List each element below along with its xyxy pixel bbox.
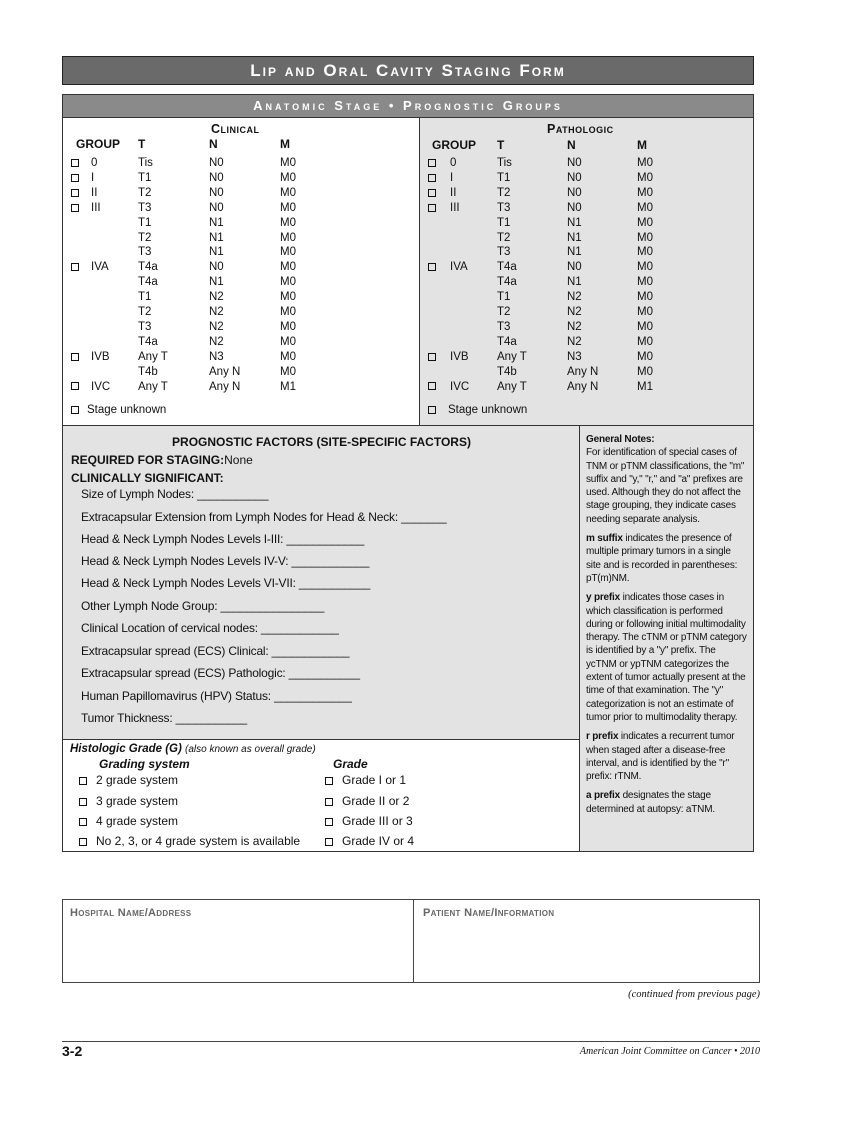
clinical-stage-row[interactable] xyxy=(63,350,403,365)
pathologic-n-cell: N3 xyxy=(567,350,582,363)
clinical-group-cell: IVB xyxy=(91,350,110,363)
clinical-t-cell: T2 xyxy=(138,186,152,199)
clinical-stage-row xyxy=(63,275,403,290)
clinical-t-cell: Tis xyxy=(138,157,153,169)
prognostic-factor-item[interactable]: Head & Neck Lymph Nodes Levels IV-V: ____________ xyxy=(81,554,370,568)
notes-heading: General Notes: xyxy=(586,434,655,445)
clinical-stage-row[interactable] xyxy=(63,171,403,186)
clinical-n-cell: Any N xyxy=(209,365,241,378)
prognostic-factors-panel xyxy=(62,426,579,740)
pathologic-n-cell: N1 xyxy=(567,276,582,289)
stage-groups-panel xyxy=(62,118,754,426)
clinical-t-cell: T1 xyxy=(138,291,152,304)
grading-system-option[interactable] xyxy=(79,794,178,808)
page-number: 3-2 xyxy=(62,1043,83,1059)
clinical-group-header: GROUP xyxy=(76,137,121,151)
histologic-grade-panel xyxy=(62,740,579,852)
clinical-group-cell: 0 xyxy=(91,157,98,169)
prognostic-factor-item[interactable]: Head & Neck Lymph Nodes Levels VI-VII: ___________ xyxy=(81,576,371,590)
checkbox[interactable] xyxy=(325,818,333,826)
pathologic-stage-row xyxy=(420,245,760,260)
pathologic-n-cell: Any N xyxy=(567,365,599,378)
clinical-t-cell: T3 xyxy=(138,246,152,259)
clinical-t-cell: T4b xyxy=(138,365,158,378)
histologic-title: Histologic Grade (G) xyxy=(70,743,182,755)
clinical-n-cell: N2 xyxy=(209,335,224,348)
pathologic-group-cell: III xyxy=(450,201,460,214)
checkbox[interactable] xyxy=(71,353,79,361)
pathologic-t-cell: Any T xyxy=(497,350,527,363)
grade-option[interactable] xyxy=(325,834,414,848)
checkbox[interactable] xyxy=(428,263,436,271)
pathologic-n-cell: N1 xyxy=(567,246,582,259)
histologic-title-note: (also known as overall grade) xyxy=(185,744,316,755)
m-suffix-label: m suffix xyxy=(586,533,623,545)
prognostic-factors-title: PROGNOSTIC FACTORS (SITE-SPECIFIC FACTORS) xyxy=(172,435,471,449)
clinical-m-cell: M0 xyxy=(280,365,296,378)
pathologic-n-cell: Any N xyxy=(567,380,599,393)
pathologic-group-cell: IVB xyxy=(450,350,469,363)
pathologic-group-cell: IVC xyxy=(450,380,470,393)
pathologic-m-header: M xyxy=(637,138,647,152)
clinical-m-cell: M1 xyxy=(280,380,296,393)
significant-label: CLINICALLY SIGNIFICANT: xyxy=(71,471,224,485)
checkbox[interactable] xyxy=(71,189,79,197)
pathologic-m-cell: M0 xyxy=(637,246,653,259)
pathologic-stage-row xyxy=(420,305,760,320)
clinical-stage-row[interactable] xyxy=(63,156,403,171)
clinical-t-cell: T4a xyxy=(138,276,158,289)
notes-intro: For identification of special cases of TNM or pTNM classifications, the "m" suffix and "y," "r," and "a" prefixes are used. Although they do not affect the stage grouping, they indicate cases needing separate analysis. xyxy=(586,447,745,525)
option-label: 4 grade system xyxy=(96,814,179,828)
pathologic-stage-row[interactable] xyxy=(420,186,760,201)
m-suffix-text: indicates the presence of multiple primary tumors in a single site and is recorded in parentheses: pT(m)NM. xyxy=(586,533,738,584)
clinical-t-cell: T1 xyxy=(138,216,152,229)
footer-divider xyxy=(62,1041,760,1042)
prognostic-factor-item[interactable]: Clinical Location of cervical nodes: ____________ xyxy=(81,621,339,635)
pathologic-m-cell: M0 xyxy=(637,261,653,274)
a-prefix-text: designates the stage determined at autopsy: aTNM. xyxy=(586,790,715,815)
clinical-n-cell: N2 xyxy=(209,320,224,333)
pathologic-m-cell: M0 xyxy=(637,335,653,348)
clinical-m-cell: M0 xyxy=(280,320,296,333)
pathologic-n-cell: N0 xyxy=(567,157,582,169)
clinical-stage-unknown[interactable] xyxy=(71,403,411,418)
pathologic-t-cell: T4a xyxy=(497,276,517,289)
pathologic-stage-row[interactable] xyxy=(420,171,760,186)
pathologic-n-cell: N2 xyxy=(567,306,582,318)
pathologic-stage-row[interactable] xyxy=(420,156,760,171)
clinical-stage-row xyxy=(63,335,403,350)
clinical-title: Clinical xyxy=(211,122,260,136)
pathologic-group-cell: II xyxy=(450,186,457,199)
clinical-stage-row[interactable] xyxy=(63,260,403,275)
clinical-m-cell: M0 xyxy=(280,306,296,318)
pathologic-group-cell: I xyxy=(450,171,454,184)
required-value: None xyxy=(224,453,253,467)
checkbox[interactable] xyxy=(71,159,79,167)
pathologic-panel xyxy=(420,118,753,425)
option-label: 3 grade system xyxy=(96,794,179,808)
pathologic-m-cell: M0 xyxy=(637,171,653,184)
option-label: Grade IV or 4 xyxy=(342,834,415,848)
clinical-n-cell: N0 xyxy=(209,171,224,184)
stage-unknown-label: Stage unknown xyxy=(87,404,167,416)
pathologic-stage-row xyxy=(420,335,760,350)
grading-system-option[interactable] xyxy=(79,834,300,848)
pathologic-group-cell: IVA xyxy=(450,261,468,274)
clinical-m-cell: M0 xyxy=(280,171,296,184)
pathologic-t-cell: T3 xyxy=(497,201,511,214)
option-label: No 2, 3, or 4 grade system is available xyxy=(96,834,301,848)
pathologic-stage-row xyxy=(420,231,760,246)
checkbox[interactable] xyxy=(71,174,79,182)
prognostic-factor-item[interactable]: Head & Neck Lymph Nodes Levels I-III: ____________ xyxy=(81,532,365,546)
clinical-m-cell: M0 xyxy=(280,186,296,199)
clinical-m-cell: M0 xyxy=(280,216,296,229)
grade-option[interactable] xyxy=(325,794,409,808)
pathologic-t-cell: Any T xyxy=(497,380,527,393)
prognostic-factor-item[interactable]: Extracapsular Extension from Lymph Nodes for Head & Neck: _______ xyxy=(81,510,447,524)
prognostic-factor-item[interactable]: Tumor Thickness: ___________ xyxy=(81,711,247,725)
clinical-m-cell: M0 xyxy=(280,201,296,214)
clinical-stage-row xyxy=(63,216,403,231)
clinical-n-cell: N0 xyxy=(209,186,224,199)
general-notes-panel xyxy=(579,426,754,852)
r-prefix-label: r prefix xyxy=(586,731,619,743)
pathologic-m-cell: M0 xyxy=(637,350,653,363)
continued-note: (continued from previous page) xyxy=(628,989,760,1000)
checkbox[interactable] xyxy=(325,798,333,806)
checkbox[interactable] xyxy=(71,382,79,390)
clinical-m-cell: M0 xyxy=(280,335,296,348)
clinical-n-cell: N1 xyxy=(209,216,224,229)
pathologic-stage-row[interactable] xyxy=(420,380,760,395)
pathologic-group-cell: 0 xyxy=(450,157,457,169)
clinical-t-cell: T2 xyxy=(138,231,152,244)
clinical-stage-row xyxy=(63,245,403,260)
clinical-n-cell: N0 xyxy=(209,261,224,274)
y-prefix-label: y prefix xyxy=(586,592,620,604)
clinical-group-cell: IVA xyxy=(91,261,109,274)
pathologic-stage-row xyxy=(420,365,760,380)
pathologic-n-cell: N1 xyxy=(567,231,582,244)
pathologic-m-cell: M1 xyxy=(637,380,653,393)
pathologic-stage-row xyxy=(420,320,760,335)
prognostic-factor-item[interactable]: Extracapsular spread (ECS) Clinical: ____________ xyxy=(81,644,350,658)
clinical-stage-row xyxy=(63,365,403,380)
checkbox[interactable] xyxy=(428,353,436,361)
prognostic-factor-item[interactable]: Human Papillomavirus (HPV) Status: ____________ xyxy=(81,689,352,703)
pathologic-n-cell: N0 xyxy=(567,171,582,184)
pathologic-t-cell: T2 xyxy=(497,186,511,199)
hospital-label: Hospital Name/Address xyxy=(70,907,192,919)
option-label: 2 grade system xyxy=(96,773,179,787)
checkbox[interactable] xyxy=(79,798,87,806)
clinical-group-cell: IVC xyxy=(91,380,111,393)
option-label: Grade III or 3 xyxy=(342,814,413,828)
clinical-m-cell: M0 xyxy=(280,246,296,259)
clinical-m-cell: M0 xyxy=(280,291,296,304)
pathologic-t-cell: Tis xyxy=(497,157,512,169)
clinical-m-header: M xyxy=(280,137,290,151)
clinical-stage-row xyxy=(63,231,403,246)
prognostic-factor-item[interactable]: Size of Lymph Nodes: ___________ xyxy=(81,487,269,501)
pathologic-t-cell: T1 xyxy=(497,291,511,304)
pathologic-t-header: T xyxy=(497,138,505,152)
clinical-stage-row[interactable] xyxy=(63,201,403,216)
checkbox[interactable] xyxy=(428,382,436,390)
clinical-stage-row[interactable] xyxy=(63,186,403,201)
grade-option[interactable] xyxy=(325,814,413,828)
a-prefix-label: a prefix xyxy=(586,790,620,802)
pathologic-n-cell: N0 xyxy=(567,186,582,199)
pathologic-t-cell: T4b xyxy=(497,365,517,378)
pathologic-t-cell: T3 xyxy=(497,320,511,333)
pathologic-m-cell: M0 xyxy=(637,320,653,333)
pathologic-t-cell: T4a xyxy=(497,261,517,274)
pathologic-m-cell: M0 xyxy=(637,186,653,199)
pathologic-n-header: N xyxy=(567,138,576,152)
clinical-t-cell: T1 xyxy=(138,171,152,184)
anatomic-stage-header: Anatomic Stage • Prognostic Groups xyxy=(62,94,754,118)
stage-unknown-label: Stage unknown xyxy=(448,404,528,416)
required-for-staging xyxy=(71,453,253,467)
clinical-group-cell: II xyxy=(91,186,98,199)
grading-system-option[interactable] xyxy=(79,773,178,787)
grade-header: Grade xyxy=(333,757,368,771)
pathologic-t-cell: T1 xyxy=(497,171,511,184)
hospital-field[interactable] xyxy=(63,900,414,982)
clinical-m-cell: M0 xyxy=(280,261,296,274)
pathologic-m-cell: M0 xyxy=(637,157,653,169)
prognostic-factor-item[interactable]: Extracapsular spread (ECS) Pathologic: ___________ xyxy=(81,666,360,680)
pathologic-stage-row[interactable] xyxy=(420,201,760,216)
clinical-m-cell: M0 xyxy=(280,157,296,169)
clinical-t-cell: T4a xyxy=(138,261,158,274)
form-title: Lip and Oral Cavity Staging Form xyxy=(62,56,754,85)
checkbox[interactable] xyxy=(325,777,333,785)
pathologic-n-cell: N2 xyxy=(567,291,582,304)
clinical-n-cell: N2 xyxy=(209,291,224,304)
pathologic-t-cell: T2 xyxy=(497,306,511,318)
pathologic-n-cell: N0 xyxy=(567,261,582,274)
checkbox[interactable] xyxy=(428,406,436,414)
clinical-m-cell: M0 xyxy=(280,350,296,363)
checkbox[interactable] xyxy=(71,406,79,414)
patient-label: Patient Name/Information xyxy=(423,907,555,919)
pathologic-m-cell: M0 xyxy=(637,276,653,289)
checkbox[interactable] xyxy=(428,159,436,167)
pathologic-n-cell: N2 xyxy=(567,320,582,333)
clinical-n-cell: N1 xyxy=(209,231,224,244)
checkbox[interactable] xyxy=(428,189,436,197)
clinical-stage-row xyxy=(63,305,403,320)
histologic-grade-title xyxy=(70,743,316,755)
pathologic-n-cell: N0 xyxy=(567,201,582,214)
clinical-t-cell: Any T xyxy=(138,350,168,363)
pathologic-t-cell: T3 xyxy=(497,246,511,259)
pathologic-n-cell: N1 xyxy=(567,216,582,229)
option-label: Grade II or 2 xyxy=(342,794,410,808)
pathologic-m-cell: M0 xyxy=(637,365,653,378)
clinical-n-header: N xyxy=(209,137,218,151)
clinical-t-cell: T3 xyxy=(138,201,152,214)
pathologic-stage-row[interactable] xyxy=(420,260,760,275)
pathologic-t-cell: T2 xyxy=(497,231,511,244)
r-prefix-text: indicates a recurrent tumor when staged after a disease-free interval, and is identified by the "r" prefix: rTNM. xyxy=(586,731,735,783)
grading-system-option[interactable] xyxy=(79,814,178,828)
checkbox[interactable] xyxy=(79,777,87,785)
pathologic-m-cell: M0 xyxy=(637,216,653,229)
clinical-t-cell: T2 xyxy=(138,306,152,318)
grading-system-header: Grading system xyxy=(99,757,190,771)
clinical-t-header: T xyxy=(138,137,146,151)
pathologic-stage-row xyxy=(420,216,760,231)
clinically-significant xyxy=(71,471,224,485)
checkbox[interactable] xyxy=(79,838,87,846)
clinical-stage-row xyxy=(63,290,403,305)
clinical-t-cell: T3 xyxy=(138,320,152,333)
pathologic-m-cell: M0 xyxy=(637,231,653,244)
hospital-patient-box xyxy=(62,899,760,983)
pathologic-n-cell: N2 xyxy=(567,335,582,348)
checkbox[interactable] xyxy=(325,838,333,846)
prognostic-factor-item[interactable]: Other Lymph Node Group: ________________ xyxy=(81,599,325,613)
clinical-stage-row xyxy=(63,320,403,335)
required-label: REQUIRED FOR STAGING: xyxy=(71,453,225,467)
checkbox[interactable] xyxy=(71,263,79,271)
pathologic-group-header: GROUP xyxy=(432,138,477,152)
clinical-n-cell: N0 xyxy=(209,157,224,169)
pathologic-m-cell: M0 xyxy=(637,201,653,214)
clinical-n-cell: N3 xyxy=(209,350,224,363)
pathologic-stage-row xyxy=(420,275,760,290)
pathologic-stage-unknown[interactable] xyxy=(428,403,748,418)
y-prefix-text: indicates those cases in which classification is performed during or following initial multimodality therapy. The cTNM or pTNM category is identified by a "y" prefix. The ycTNM or ypTNM categorizes the extent of tumor actually present at the time of that examination. The "y" categorization is not an estimate of tumor prior to multimodality therapy. xyxy=(586,592,747,723)
clinical-n-cell: N2 xyxy=(209,306,224,318)
pathologic-t-cell: T4a xyxy=(497,335,517,348)
checkbox[interactable] xyxy=(79,818,87,826)
checkbox[interactable] xyxy=(428,174,436,182)
option-label: Grade I or 1 xyxy=(342,773,407,787)
grade-option[interactable] xyxy=(325,773,406,787)
clinical-t-cell: T4a xyxy=(138,335,158,348)
clinical-m-cell: M0 xyxy=(280,231,296,244)
pathologic-stage-row xyxy=(420,290,760,305)
checkbox[interactable] xyxy=(428,204,436,212)
pathologic-m-cell: M0 xyxy=(637,291,653,304)
footer-text: American Joint Committee on Cancer • 2010 xyxy=(579,1046,760,1057)
clinical-panel xyxy=(63,118,420,425)
clinical-group-cell: III xyxy=(91,201,101,214)
clinical-n-cell: Any N xyxy=(209,380,241,393)
clinical-t-cell: Any T xyxy=(138,380,168,393)
clinical-n-cell: N1 xyxy=(209,246,224,259)
clinical-n-cell: N1 xyxy=(209,276,224,289)
checkbox[interactable] xyxy=(71,204,79,212)
clinical-n-cell: N0 xyxy=(209,201,224,214)
clinical-group-cell: I xyxy=(91,171,95,184)
clinical-stage-row[interactable] xyxy=(63,380,403,395)
pathologic-t-cell: T1 xyxy=(497,216,511,229)
clinical-m-cell: M0 xyxy=(280,276,296,289)
pathologic-m-cell: M0 xyxy=(637,306,653,318)
pathologic-title: Pathologic xyxy=(547,122,614,136)
pathologic-stage-row[interactable] xyxy=(420,350,760,365)
